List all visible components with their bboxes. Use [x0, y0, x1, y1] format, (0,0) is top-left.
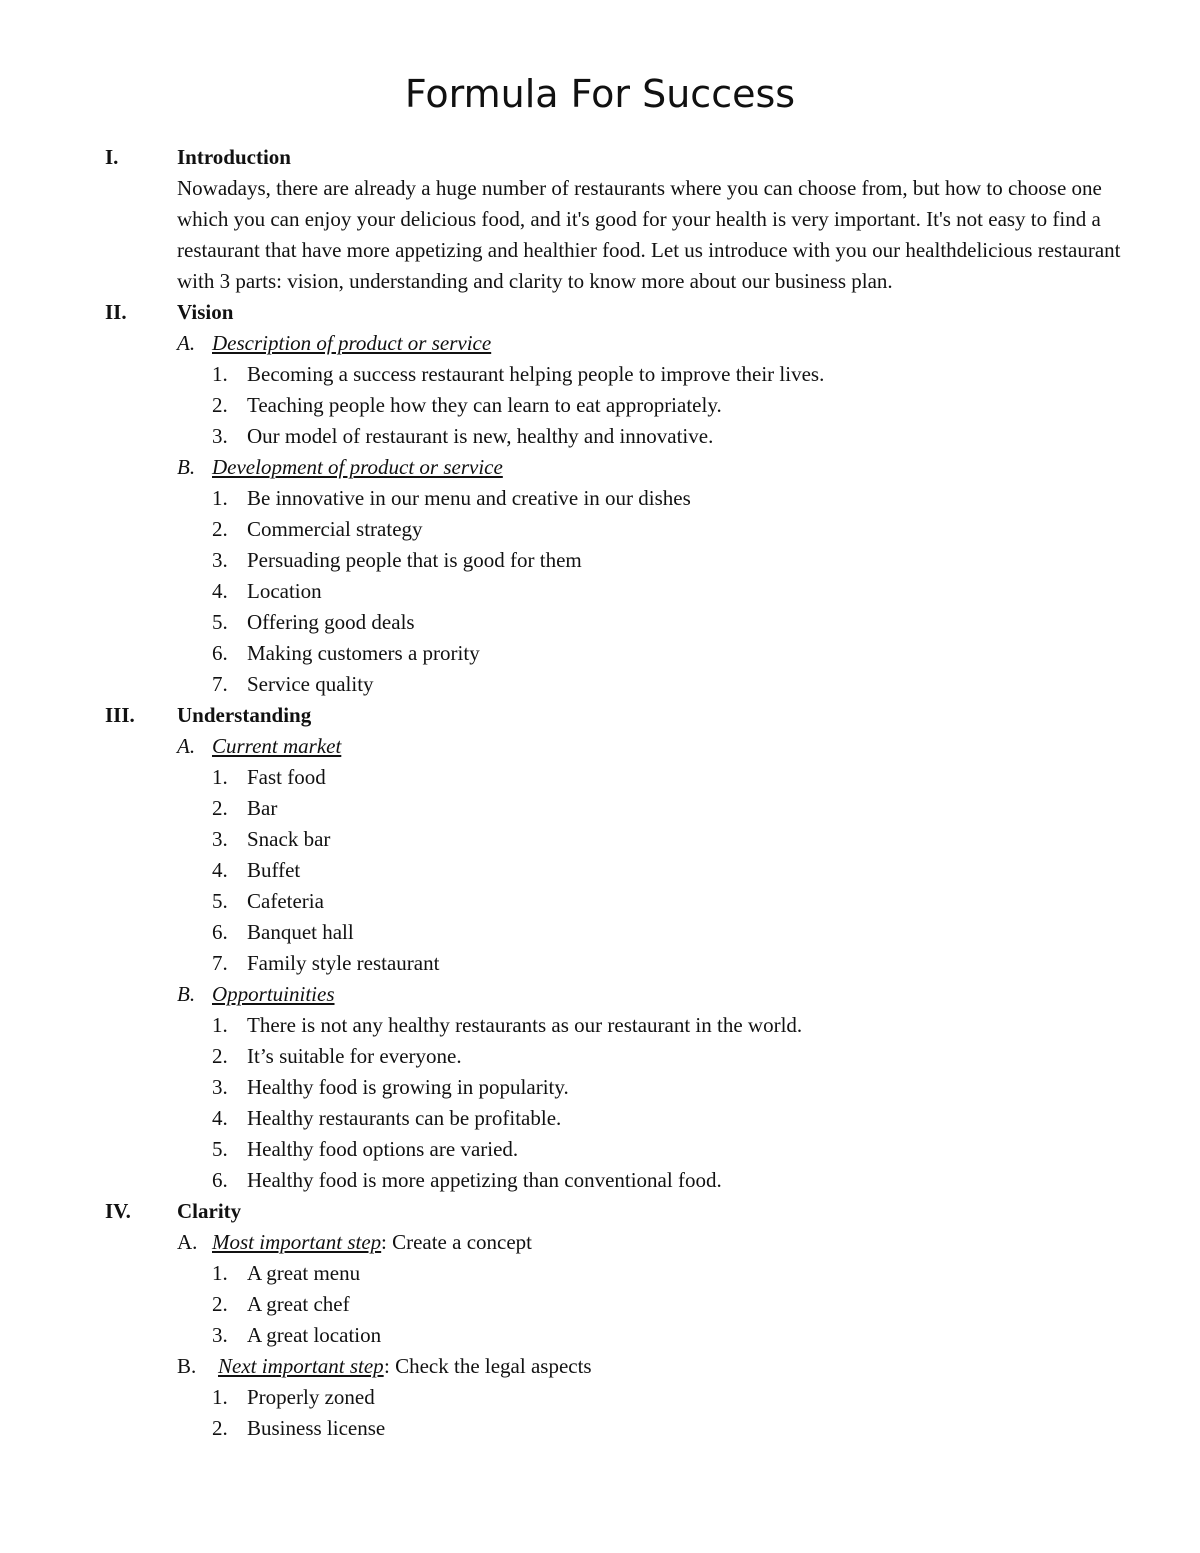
list-item [105, 1289, 1135, 1320]
item-number: 6. [212, 920, 228, 944]
subsection-letter: B. [177, 455, 196, 479]
item-number: 3. [212, 424, 228, 448]
item-number: 6. [212, 641, 228, 665]
subsection-letter: B. [177, 982, 196, 1006]
list-item [105, 1382, 1135, 1413]
item-text: A great menu [247, 1261, 361, 1285]
item-text: It’s suitable for everyone. [247, 1044, 462, 1068]
item-text: Snack bar [247, 827, 331, 851]
subsection-title-group [212, 1227, 381, 1258]
item-number: 7. [212, 951, 228, 975]
list-item [105, 948, 1135, 979]
list-item [105, 1010, 1135, 1041]
item-number: 1. [212, 1261, 228, 1285]
section-heading [105, 1196, 1135, 1227]
section-heading [105, 142, 1135, 173]
item-number: 1. [212, 486, 228, 510]
list-item [105, 917, 1135, 948]
subsection-heading [105, 1227, 1135, 1258]
subsection-heading [105, 328, 1135, 359]
item-text: Our model of restaurant is new, healthy and innovative. [247, 424, 714, 448]
section-heading [105, 297, 1135, 328]
subsection-title: Most important step [212, 1230, 382, 1254]
item-text: Business license [247, 1416, 386, 1440]
list-item [105, 762, 1135, 793]
item-number: 7. [212, 672, 228, 696]
document-body [105, 142, 1135, 1444]
list-item [105, 514, 1135, 545]
item-text: Fast food [247, 765, 326, 789]
list-item [105, 390, 1135, 421]
subsection-heading [105, 979, 1135, 1010]
item-text: Family style restaurant [247, 951, 440, 975]
list-item [105, 1134, 1135, 1165]
item-text: Persuading people that is good for them [247, 548, 582, 572]
item-number: 1. [212, 765, 228, 789]
item-number: 1. [212, 362, 228, 386]
list-item [105, 1072, 1135, 1103]
item-text: Location [247, 579, 322, 603]
item-number: 6. [212, 1168, 228, 1192]
section-number: I. [105, 145, 119, 169]
section-title: Vision [177, 300, 234, 324]
item-text: Healthy restaurants can be profitable. [247, 1106, 562, 1130]
item-number: 5. [212, 889, 228, 913]
item-text: Teaching people how they can learn to eat appropriately. [247, 393, 722, 417]
list-item [105, 886, 1135, 917]
subsection-description: : Check the legal aspects [384, 1354, 592, 1378]
list-item [105, 1165, 1135, 1196]
list-item [105, 576, 1135, 607]
subsection-letter: A. [177, 1230, 198, 1254]
item-text: Bar [247, 796, 278, 820]
section-title: Understanding [177, 703, 312, 727]
list-item [105, 607, 1135, 638]
item-number: 5. [212, 610, 228, 634]
item-text: A great chef [247, 1292, 350, 1316]
item-text: Offering good deals [247, 610, 415, 634]
list-item [105, 793, 1135, 824]
subsection-description: : Create a concept [381, 1230, 532, 1254]
section-number: II. [105, 300, 127, 324]
subsection-title: Opportuinities [212, 982, 335, 1006]
list-item [105, 545, 1135, 576]
subsection-heading [105, 452, 1135, 483]
item-number: 2. [212, 517, 228, 541]
section-heading [105, 700, 1135, 731]
item-text: Banquet hall [247, 920, 354, 944]
item-number: 2. [212, 1416, 228, 1440]
intro-paragraph: Nowadays, there are already a huge number of restaurants where you can choose from, but how to choose one which you can enjoy your delicious food, and it's good for your health is very important. It's not easy to find a restaurant that have more appetizing and healthier food. Let us introduce with you our healthdelicious restaurant with 3 parts: vision, understanding and clarity to know more about our business plan. [177, 176, 1121, 293]
item-number: 3. [212, 548, 228, 572]
list-item [105, 1103, 1135, 1134]
subsection-letter: B. [177, 1354, 197, 1378]
subsection-letter: A. [177, 331, 196, 355]
item-number: 4. [212, 858, 228, 882]
list-item [105, 1413, 1135, 1444]
item-number: 5. [212, 1137, 228, 1161]
item-number: 2. [212, 393, 228, 417]
item-text: Healthy food is growing in popularity. [247, 1075, 569, 1099]
subsection-title-group [218, 1351, 384, 1382]
item-text: Healthy food options are varied. [247, 1137, 519, 1161]
section-title: Clarity [177, 1199, 242, 1223]
item-text: Cafeteria [247, 889, 324, 913]
list-item [105, 359, 1135, 390]
item-text: Be innovative in our menu and creative in our dishes [247, 486, 691, 510]
list-item [105, 1041, 1135, 1072]
item-text: Becoming a success restaurant helping people to improve their lives. [247, 362, 825, 386]
item-number: 2. [212, 1292, 228, 1316]
subsection-letter: A. [177, 734, 196, 758]
list-item [105, 824, 1135, 855]
item-number: 4. [212, 1106, 228, 1130]
item-number: 4. [212, 579, 228, 603]
item-number: 3. [212, 827, 228, 851]
section-number: III. [105, 703, 135, 727]
page-title: Formula For Success [404, 72, 796, 116]
item-number: 3. [212, 1075, 228, 1099]
list-item [105, 1320, 1135, 1351]
item-text: There is not any healthy restaurants as our restaurant in the world. [247, 1013, 803, 1037]
item-number: 1. [212, 1013, 228, 1037]
item-text: Commercial strategy [247, 517, 423, 541]
subsection-title: Current market [212, 734, 342, 758]
item-text: Properly zoned [247, 1385, 375, 1409]
item-number: 2. [212, 1044, 228, 1068]
list-item [105, 669, 1135, 700]
subsection-title: Description of product or service [212, 331, 492, 355]
list-item [105, 483, 1135, 514]
list-item [105, 638, 1135, 669]
subsection-title: Next important step [218, 1354, 384, 1378]
item-number: 3. [212, 1323, 228, 1347]
subsection-heading [105, 1351, 1135, 1382]
subsection-title: Development of product or service [212, 455, 503, 479]
subsection-heading [105, 731, 1135, 762]
item-number: 2. [212, 796, 228, 820]
list-item [105, 421, 1135, 452]
section-title: Introduction [177, 145, 291, 169]
list-item [105, 1258, 1135, 1289]
list-item [105, 855, 1135, 886]
item-text: A great location [247, 1323, 382, 1347]
item-text: Making customers a prority [247, 641, 480, 665]
section-number: IV. [105, 1199, 131, 1223]
item-text: Buffet [247, 858, 301, 882]
item-number: 1. [212, 1385, 228, 1409]
item-text: Healthy food is more appetizing than conventional food. [247, 1168, 722, 1192]
item-text: Service quality [247, 672, 374, 696]
